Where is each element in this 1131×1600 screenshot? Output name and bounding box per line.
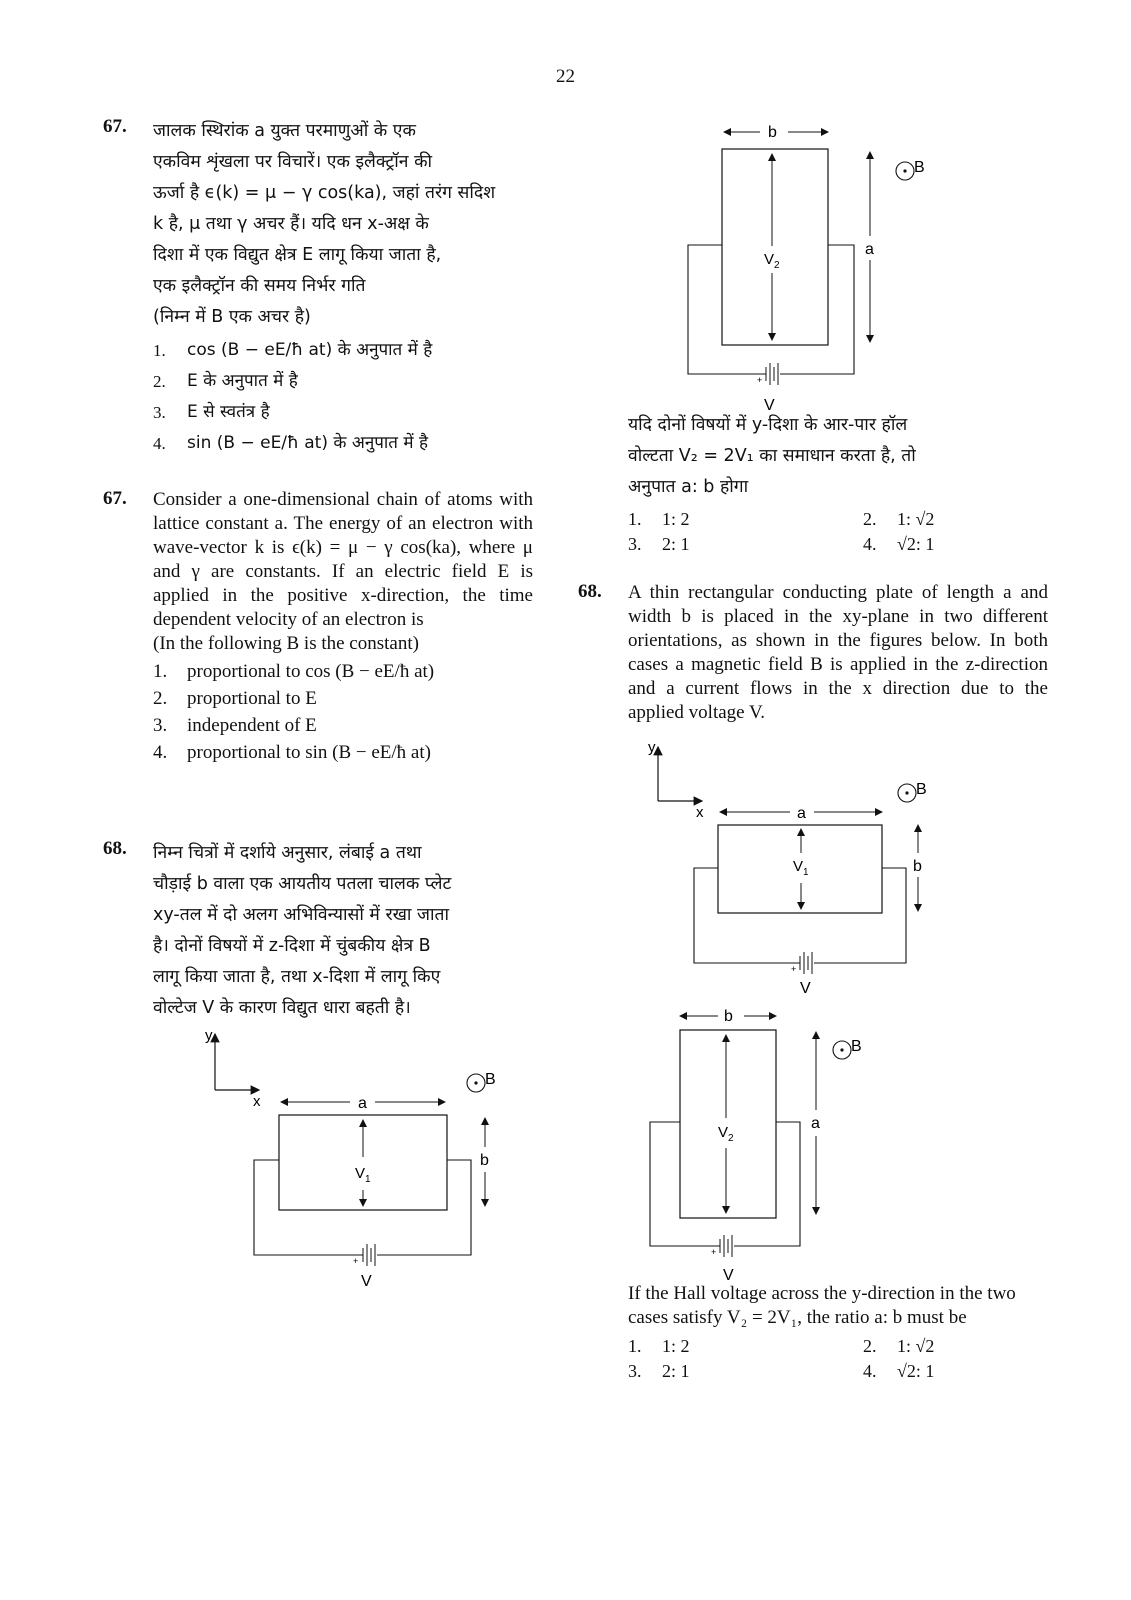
option: [628, 507, 863, 532]
option-text: proportional to cos (B − eE/ħ at): [187, 661, 435, 682]
option-text: proportional to E: [187, 688, 317, 709]
option: [628, 1334, 863, 1359]
option-number: 1.: [628, 1336, 642, 1356]
option-number: 3.: [153, 715, 168, 736]
hall-voltage-label: $V_2$: [718, 1124, 734, 1144]
option: [628, 1359, 863, 1384]
option-text: √2: 1: [897, 1361, 935, 1381]
option: [863, 1359, 1063, 1384]
option-number: 4.: [153, 434, 166, 453]
question-68-hindi-continuation: [628, 410, 1048, 557]
text-line: लागू किया जाता है, तथा x-दिशा में लागू किए: [153, 967, 441, 987]
options-grid: [628, 1334, 1048, 1384]
text-line: k है, μ तथा γ अचर हैं। यदि धन x-अक्ष के: [153, 214, 429, 234]
option: [153, 335, 533, 366]
length-label: a: [358, 1095, 367, 1112]
option-number: 2.: [153, 688, 168, 709]
question-number: 67.: [103, 488, 127, 509]
length-label: a: [865, 241, 874, 258]
question-68-english-continuation: [628, 1282, 1048, 1384]
question-number: 68.: [103, 838, 127, 859]
option: [628, 532, 863, 557]
source-label: V: [764, 397, 775, 414]
question-67-english: [103, 488, 533, 818]
battery-plus: +: [757, 375, 763, 385]
hall-voltage-label: $V_2$: [764, 251, 780, 271]
option-text: 1: √2: [897, 1336, 935, 1356]
text-line: वोल्टता V₂ = 2V₁ का समाधान करता है, तो: [628, 446, 916, 466]
field-label: B: [851, 1038, 862, 1055]
option-number: 3.: [628, 534, 642, 554]
option-number: 4.: [863, 534, 877, 554]
field-label: B: [485, 1071, 496, 1088]
option-number: 3.: [153, 403, 166, 422]
source-label: V: [723, 1267, 734, 1284]
field-label: B: [916, 781, 927, 798]
option-text: 1: 2: [662, 509, 690, 529]
option: [153, 428, 533, 459]
figure-plate-vertical-top: [680, 118, 950, 418]
options-grid: [628, 507, 1048, 557]
option-text: 1: 2: [662, 1336, 690, 1356]
text-line: निम्न चित्रों में दर्शाये अनुसार, लंबाई a तथा: [153, 843, 422, 863]
text-line: चौड़ाई b वाला एक आयतीय पतला चालक प्लेट: [153, 874, 452, 894]
option: [863, 532, 1063, 557]
text-line: ऊर्जा है ϵ(k) = μ − γ cos(ka), जहां तरंग सदिश: [153, 183, 496, 203]
option-number: 1.: [153, 341, 166, 360]
option-number: 2.: [863, 1336, 877, 1356]
option-number: 4.: [153, 742, 168, 763]
x-axis-label: x: [253, 1093, 261, 1110]
y-axis-label: y: [205, 1027, 213, 1044]
question-text: [153, 116, 533, 333]
option-number: 1.: [153, 661, 168, 682]
text-line: अनुपात a: b होगा: [628, 477, 749, 497]
option-text: 2: 1: [662, 534, 690, 554]
option: [153, 658, 533, 685]
width-label: b: [913, 858, 922, 875]
length-label: a: [797, 805, 806, 822]
text-line: दिशा में एक विद्युत क्षेत्र E लागू किया जाता है,: [153, 245, 442, 265]
option-text: 2: 1: [662, 1361, 690, 1381]
text-line: एक इलैक्ट्रॉन की समय निर्भर गति: [153, 276, 366, 296]
source-label: V: [361, 1273, 372, 1290]
text-line: एकविम शृंखला पर विचारें। एक इलैक्ट्रॉन की: [153, 152, 433, 172]
text-line: xy-तल में दो अलग अभिविन्यासों में रखा जाता: [153, 905, 450, 925]
question-note: (In the following B is the constant): [153, 633, 419, 654]
field-label: B: [914, 159, 925, 176]
question-number: 68.: [578, 581, 602, 602]
option-number: 2.: [863, 509, 877, 529]
source-label: V: [800, 980, 811, 997]
hall-voltage-label: $V_1$: [793, 858, 809, 878]
option-text: E से स्वतंत्र है: [187, 402, 270, 422]
page-number: 22: [556, 66, 575, 87]
option-number: 1.: [628, 509, 642, 529]
figure-plate-horizontal-right: [640, 735, 960, 1001]
width-label: b: [768, 124, 777, 141]
option: [153, 397, 533, 428]
question-text: Consider a one-dimensional chain of atoms with lattice constant a. The energy of an electron with wave-vector k is ϵ(k) = μ − γ cos(ka), where μ and γ are constants. If an electric field E is applied in the positive x-direction, the time dependent velocity of an electron is: [153, 489, 533, 630]
option-text: independent of E: [187, 715, 317, 736]
width-label: b: [480, 1152, 489, 1169]
option: [153, 739, 533, 766]
question-68-english: [578, 581, 1048, 725]
length-label: a: [811, 1115, 820, 1132]
option-number: 2.: [153, 372, 166, 391]
right-column: [578, 410, 1048, 725]
hall-voltage-label: $V_1$: [355, 1165, 371, 1185]
y-axis-label: y: [648, 739, 656, 756]
option-number: 3.: [628, 1361, 642, 1381]
option-number: 4.: [863, 1361, 877, 1381]
option-text: cos (B − eE/ħ at) के अनुपात में है: [187, 340, 433, 360]
option: [153, 712, 533, 739]
options-list: [153, 335, 533, 459]
text-line: जालक स्थिरांक a युक्त परमाणुओं के एक: [153, 121, 416, 141]
text-line: है। दोनों विषयों में z-दिशा में चुंबकीय क्षेत्र B: [153, 936, 431, 956]
options-list: [153, 658, 533, 766]
option-text: sin (B − eE/ħ at) के अनुपात में है: [187, 433, 428, 453]
question-67-hindi: [103, 116, 533, 470]
x-axis-label: x: [696, 804, 704, 821]
option-text: E के अनुपात में है: [187, 371, 298, 391]
figure-plate-horizontal-left: [195, 1022, 515, 1294]
option: [863, 507, 1063, 532]
left-column: [103, 116, 533, 1024]
option-text: 1: √2: [897, 509, 935, 529]
question-68-hindi: [103, 838, 533, 1024]
question-text: If the Hall voltage across the y-direction in the two cases satisfy V₂ = 2V₁, the ratio a: b must be: [628, 1283, 1016, 1328]
option-text: proportional to sin (B − eE/ħ at): [187, 742, 431, 763]
option: [863, 1334, 1063, 1359]
option-text: √2: 1: [897, 534, 935, 554]
text-line: (निम्न में B एक अचर है): [153, 307, 311, 327]
option: [153, 685, 533, 712]
question-text: [153, 838, 533, 1024]
option: [153, 366, 533, 397]
question-text: A thin rectangular conducting plate of length a and width b is placed in the xy-plane in two different orientations, as shown in the figures below. In both cases a magnetic field B is applied in the z-direction and a current flows in the x direction due to the applied voltage V.: [628, 582, 1048, 723]
battery-plus: +: [353, 1256, 359, 1266]
figure-plate-vertical-bottom: [640, 1002, 890, 1292]
conducting-plate: [722, 149, 828, 345]
text-line: वोल्टेज V के कारण विद्युत धारा बहती है।: [153, 998, 411, 1018]
battery-plus: +: [791, 964, 797, 974]
question-number: 67.: [103, 116, 127, 137]
text-line: यदि दोनों विषयों में y-दिशा के आर-पार हॉल: [628, 415, 908, 435]
battery-plus: +: [711, 1247, 717, 1257]
width-label: b: [724, 1008, 733, 1025]
